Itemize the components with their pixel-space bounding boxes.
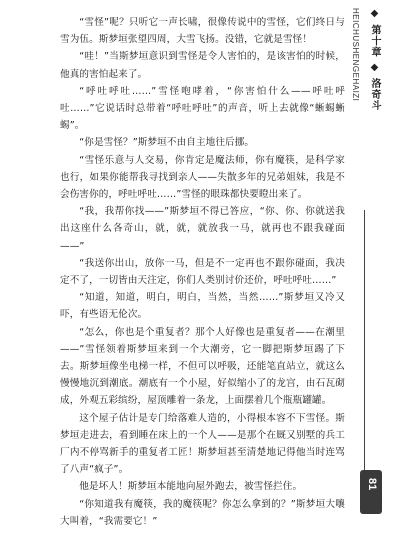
paragraph: “怎么，你也是个重复者？那个人好像也是重复者——在潮里——”雪怪领着斯梦垣来到一个大潮旁，它一脚把斯梦垣踢了下去。斯梦垣像坐电梯一样，不但可以呼吸，还能笔直站立，就这么慢慢地沉到潮底。潮底有一个小屋，好似缩小了的龙宫，由石瓦砌成，外观五彩缤纷，屋顶雕着一条龙，上面摆着几个瓶瓶罐罐。 <box>60 326 345 407</box>
paragraph: “雪怪乐意与人交易，你肯定是魔法师，你有魔筷，是科学家也行，如果你能帮我寻找到亲人——失散多年的兄弟姐妹，我是不会伤害你的，呼吐呼吐……”雪怪的眼珠都快要瞪出来了。 <box>60 154 345 201</box>
paragraph: “我送你出山，放你一马，但是不一定再也不跟你碰面，我决定不了，一切皆由天注定，你们人类别讨价还价，呼吐呼吐……” <box>60 257 345 287</box>
paragraph: “我，我帮你找——”斯梦垣不得已答应，“你、你、你就送我出这座什么各奇山，就，就，就放我一马，就再也不跟我碰面——” <box>60 206 345 252</box>
page-number: 81 <box>366 478 378 491</box>
body-text <box>60 14 345 530</box>
page-number-tab <box>360 470 382 514</box>
margin-divider <box>364 210 365 470</box>
paragraph: “知道，知道，明白，明白，当然，当然……”斯梦垣又冷又吓，有些语无伦次。 <box>60 292 345 321</box>
paragraph: “呼吐呼吐……”雪怪咆哮着，“你害怕什么——呼吐呼吐……”它说话时总带着“呼吐呼吐”的声音，听上去就像“蜥蜴蜥蜴”。 <box>60 85 345 132</box>
paragraph: “你是雪怪？”斯梦垣不由自主地往后挪。 <box>79 137 255 149</box>
paragraph: “你知道我有魔筷，我的魔筷呢？你怎么拿到的？”斯梦垣大嚷大叫着，“我需要它！” <box>60 498 345 527</box>
paragraph: 这个屋子估计是专门给落难人造的，小得根本容不下雪怪。斯梦垣走进去，看到睡在床上的一个人——是那个在厩又别墅的兵工厂内不停骂新手的重复者工匠！斯梦垣甚至清楚地记得他当时连骂了八声“疯子”。 <box>60 412 345 476</box>
paragraph: 他是坏人！斯梦垣本能地向屋外跑去，被雪怪拦住。 <box>79 481 303 493</box>
running-header-chapter: ◆ 第十章 ◆ 洛奇斗 <box>369 8 380 112</box>
paragraph: “哇！”当斯梦垣意识到雪怪是令人害怕的，是该害怕的时候，他真的害怕起来了。 <box>60 51 345 80</box>
running-header-pinyin: HEICHUSHENGEHAIZI <box>351 8 360 102</box>
paragraph: “雪怪”呢？只听它一声长啸，很像传说中的雪怪，它们终日与雪为伍。斯梦垣张望四周，大雪飞扬。没错，它就是雪怪！ <box>60 17 345 46</box>
